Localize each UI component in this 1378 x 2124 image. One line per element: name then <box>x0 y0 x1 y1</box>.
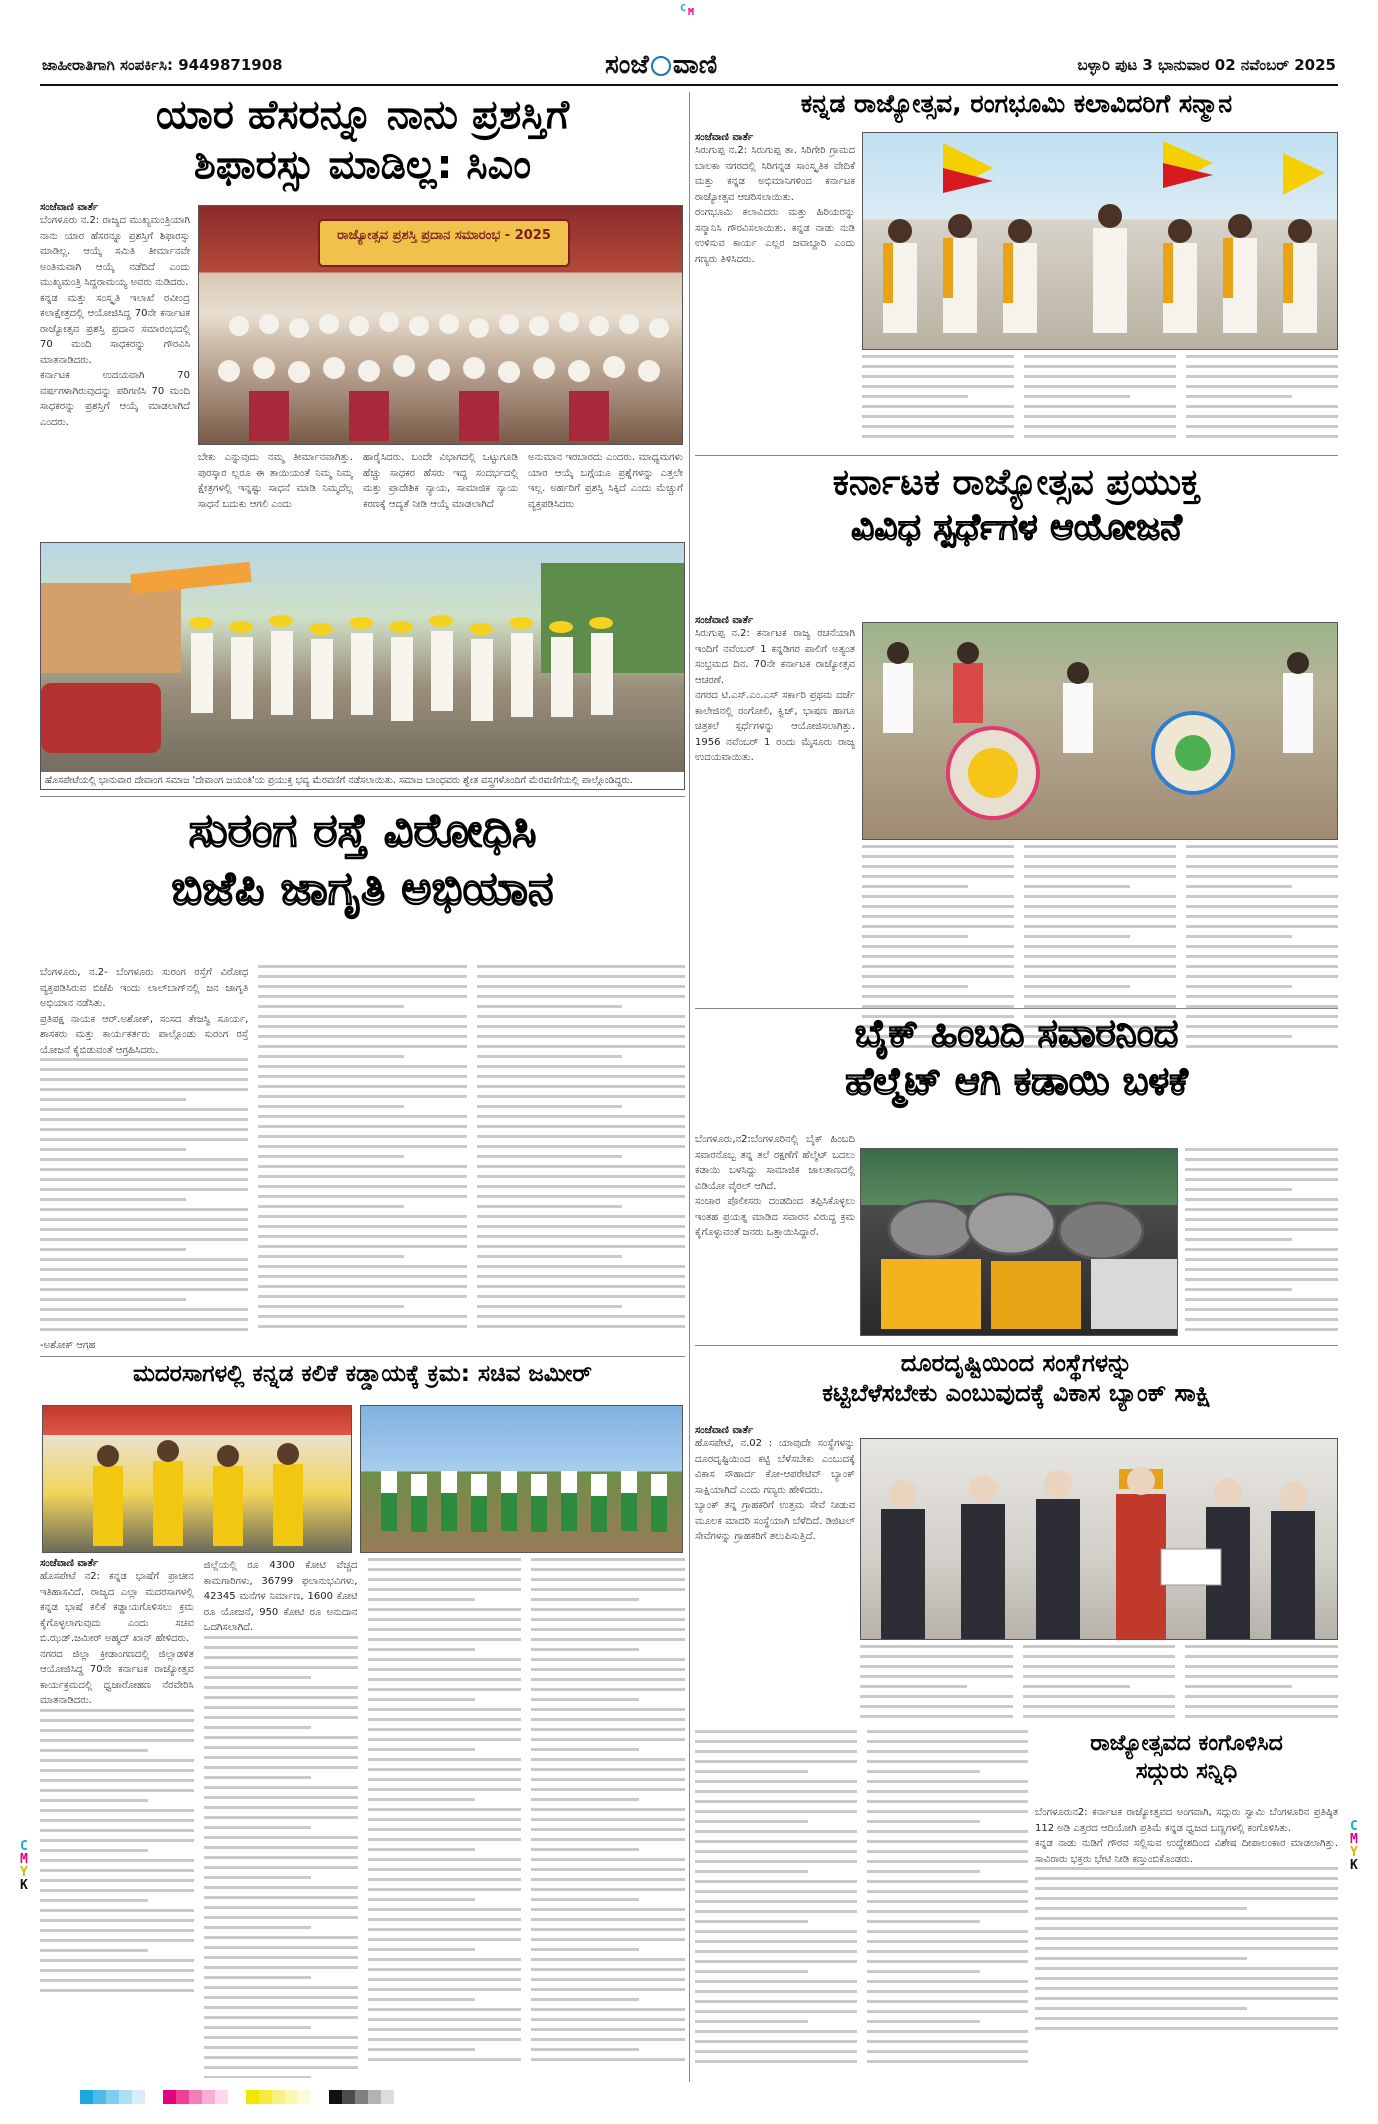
text-lines <box>867 1730 1029 2063</box>
cm-article-continued: ಬೇಕು ಎನ್ನುವುದು ನಮ್ಮ ತೀರ್ಮಾನವಾಗಿತ್ತು. ಪುರಸ್ಕಾರ ಲ್ಲರೂ ಈ ತಾಯಿಯಂತೆ ನಿಮ್ಮ ನಿಮ್ಮ ಕ್ಷೇತ್ರಗಳಲ್ಲಿ ಇನ್ನಷ್ಟು ಸಾಧನೆ ಮಾಡಿ ನಿಮ್ಮದೆಲ್ಲ ಸಾಧನೆ ಬದುಕು ಆಗಲಿ ಎಂದು ಹಾರೈಸಿದರು. ಬಂದೇ ವಿಭಾಗದಲ್ಲಿ ಒಟ್ಟುಗೂಡಿ ಹೆಚ್ಚು ಸಾಧಕರ ಹೆಸರು ಇದ್ದ ಸಂದರ್ಭದಲ್ಲಿ ಮತ್ತು ಪ್ರಾದೇಶಿಕ ನ್ಯಾಯ, ಸಾಮಾಜಿಕ ನ್ಯಾಯ ಕರಣಕ್ಕೆ ಆದ್ಯತೆ ನೀಡಿ ಆಯ್ಕೆ ಮಾಡಲಾಗಿದೆ ಅನುಮಾನ ಇರಬಾರದು ಎಂದರು. ಮಾಧ್ಯಮಗಳು ಯಾರ ಆಯ್ಕೆ ಬಗ್ಗೆಯೂ ಪ್ರಶ್ನೆಗಳನ್ನು ಎತ್ತಲೇ ಇಲ್ಲ. ಅರ್ಹರಿಗೆ ಪ್ರಶಸ್ತಿ ಸಿಕ್ಕಿದೆ ಎಂದು ಮೆಚ್ಚುಗೆ ವ್ಯಕ್ತಪಡಿಸಿದರು <box>198 452 683 510</box>
text-lines <box>40 1058 248 1331</box>
article-signoff: -ಅಶೋಕ್ ಆಗ್ರಹ <box>40 1340 96 1350</box>
cyan-swatches <box>80 2090 145 2104</box>
text-lines <box>40 1709 194 1992</box>
bank-event-photo <box>860 1438 1338 1640</box>
competitions-article-text: ಸಂಜೆವಾಣಿ ವಾರ್ತೆ ಸಿರುಗುಪ್ಪ ನ.2: ಕರ್ನಾಟಕ ರಾಜ್ಯ ರಚನೆಯಾಗಿ ಇಂದಿಗೆ ನವೆಂಬರ್ 1 ಕನ್ನಡಿಗರ ಪಾಲಿಗೆ ಅತ್ಯಂತ ಸಂಭ್ರಮದ ದಿನ. 70ನೇ ಕರ್ನಾಟಕ ರಾಜ್ಯೋತ್ಸವ ಆಚರಣೆ. ನಗರದ ಟಿ.ಎಸ್.ಎಂ.ಎಸ್ ಸರ್ಕಾರಿ ಪ್ರಥಮ ದರ್ಜೆ ಕಾಲೇಜಿನಲ್ಲಿ ರಂಗೋಲಿ, ಕ್ವಿಜ್, ಭಾಷಣ ಹಾಗೂ ಚಿತ್ರಕಲೆ ಸ್ಪರ್ಧೆಗಳನ್ನು ಆಯೋಜಿಸಲಾಗಿತ್ತು. 1956 ನವೆಂಬರ್ 1 ರಂದು ಮೈಸೂರು ರಾಜ್ಯ ಉದಯವಾಯಿತು. <box>695 615 855 763</box>
tunnel-headline: ಸುರಂಗ ರಸ್ತೆ ವಿರೋಧಿಸಿ ಬಿಜೆಪಿ ಜಾಗೃತಿ ಅಭಿಯಾನ <box>171 803 554 915</box>
text-lines <box>1185 1645 1338 1718</box>
text-lines <box>1185 1148 1338 1331</box>
tunnel-article-text: ಬೆಂಗಳೂರು, ನ.2- ಬೆಂಗಳೂರು ಸುರಂಗ ರಸ್ತೆಗೆ ವಿರೋಧ ವ್ಯಕ್ತಪಡಿಸಿರುವ ಬಿಜೆಪಿ ಇಂದು ಲಾಲ್‌ಬಾಗ್‌ನಲ್ಲಿ ಜನ ಜಾಗೃತಿ ಅಭಿಯಾನ ನಡೆಸಿತು. ಪ್ರತಿಪಕ್ಷ ನಾಯಕ ಆರ್.ಅಶೋಕ್, ಸಂಸದ ತೇಜಸ್ವಿ ಸೂರ್ಯ, ಶಾಸಕರು ಮತ್ತು ಕಾರ್ಯಕರ್ತರು ಪಾಲ್ಗೊಂಡು ಸುರಂಗ ರಸ್ತೆ ಯೋಜನೆ ಕೈಬಿಡುವಂತೆ ಆಗ್ರಹಿಸಿದರು. -ಅಶೋಕ್ ಆಗ್ರಹ <box>40 965 685 1350</box>
divider <box>40 796 685 797</box>
top-registration-mark-mk: M <box>688 7 695 18</box>
text-lines <box>531 1558 685 2061</box>
dignitaries-scene <box>43 1406 352 1553</box>
divider <box>695 455 1338 456</box>
stage-banner-text: ರಾಜ್ಯೋತ್ಸವ ಪ್ರಶಸ್ತಿ ಪ್ರದಾನ ಸಮಾರಂಭ - 2025 <box>337 228 551 243</box>
text-lines <box>695 1730 857 2063</box>
column-divider <box>689 92 690 2082</box>
competitions-headline: ಕರ್ನಾಟಕ ರಾಜ್ಯೋತ್ಸವ ಪ್ರಯುಕ್ತ ವಿವಿಧ ಸ್ಪರ್ಧೆಗಳ ಆಯೋಜನೆ <box>832 462 1201 548</box>
felicitation-scene <box>863 133 1338 350</box>
text-lines <box>477 965 685 1328</box>
text-lines <box>368 1558 522 2061</box>
cm-article-text: ಸಂಜೆವಾಣಿ ವಾರ್ತೆ ಬೆಂಗಳೂರು ನ.2: ರಾಜ್ಯದ ಮುಖ್ಯಮಂತ್ರಿಯಾಗಿ ನಾನು ಯಾರ ಹೆಸರನ್ನೂ ಪ್ರಶಸ್ತಿಗೆ ಶಿಫಾರಸ್ಸು ಮಾಡಿಲ್ಲ. ಆಯ್ಕೆ ಸಮಿತಿ ತೀರ್ಮಾನವೇ ಅಂತಿಮವಾಗಿ ಆಯ್ಕೆ ನಡೆದಿದೆ ಎಂದು ಮುಖ್ಯಮಂತ್ರಿ ಸಿದ್ದರಾಮಯ್ಯ ಅವರು ನುಡಿದರು. ಕನ್ನಡ ಮತ್ತು ಸಂಸ್ಕೃತಿ ಇಲಾಖೆ ರವೀಂದ್ರ ಕಲಾಕ್ಷೇತ್ರದಲ್ಲಿ ಆಯೋಜಿಸಿದ್ದ 70ನೇ ಕರ್ನಾಟಕ ರಾಜ್ಯೋತ್ಸವ ಪ್ರಶಸ್ತಿ ಪ್ರದಾನ ಸಮಾರಂಭದಲ್ಲಿ 70 ಮಂದಿ ಸಾಧಕರನ್ನು ಗೌರವಿಸಿ ಮಾತನಾಡಿದರು. ಕರ್ನಾಟಕ ಉದಯವಾಗಿ 70 ವರ್ಷಗಳಾಗಿರುವುದನ್ನು ಪರಿಗಣಿಸಿ 70 ಮಂದಿ ಸಾಧಕರನ್ನು ಪ್ರಶಸ್ತಿಗೆ ಆಯ್ಕೆ ಮಾಡಲಾಗಿದೆ ಎಂದರು. <box>40 202 190 428</box>
bank-article-body <box>695 1730 1028 2075</box>
right-cmyk-mark: C M Y K <box>1350 1819 1358 1873</box>
top-registration-mark: C <box>680 3 687 14</box>
issue-info: ಬಳ್ಳಾರಿ ಪುಟ 3 ಭಾನುವಾರ 02 ನವೆಂಬರ್ 2025 <box>1077 56 1336 74</box>
text-lines <box>1023 1645 1176 1718</box>
bank-event-scene <box>861 1439 1338 1640</box>
yellow-swatches <box>246 2090 311 2104</box>
procession-scene <box>41 543 685 790</box>
text-lines <box>1186 355 1338 438</box>
divider <box>695 1008 1338 1009</box>
bank-article-continued <box>860 1645 1338 1725</box>
rangoli-competition-photo <box>862 622 1338 840</box>
helmet-kadai-photo <box>860 1148 1178 1336</box>
helmet-headline: ಬೈಕ್ ಹಿಂಬದಿ ಸವಾರನಿಂದ ಹೆಲ್ಮೆಟ್ ಆಗಿ ಕಡಾಯಿ ಬಳಕೆ <box>845 1011 1188 1103</box>
award-ceremony-photo <box>198 205 683 445</box>
helmet-article-continued <box>1185 1148 1338 1343</box>
bank-headline: ದೂರದೃಷ್ಟಿಯಿಂದ ಸಂಸ್ಥೆಗಳನ್ನು ಕಟ್ಟಿಬೆಳೆಸಬೇಕು ಎಂಬುವುದಕ್ಕೆ ವಿಕಾಸ ಬ್ಯಾಂಕ್ ಸಾಕ್ಷಿ <box>822 1349 1211 1407</box>
divider <box>40 1356 685 1357</box>
left-cmyk-mark: C M Y K <box>20 1839 28 1893</box>
bank-article-text: ಸಂಜೆವಾಣಿ ವಾರ್ತೆ ಹೊಸಪೇಟೆ, ನ.02 : ಯಾವುದೇ ಸಂಸ್ಥೆಗಳನ್ನು ದೂರದೃಷ್ಟಿಯಿಂದ ಕಟ್ಟಿ ಬೆಳೆಸಬೇಕು ಎಂಬುದಕ್ಕೆ ವಿಕಾಸ ಸೌಹಾರ್ದ ಕೋ-ಆಪರೇಟಿವ್ ಬ್ಯಾಂಕ್ ಸಾಕ್ಷಿಯಾಗಿದೆ ಎಂದು ಗಣ್ಯರು ಹೇಳಿದರು. ಬ್ಯಾಂಕ್ ತನ್ನ ಗ್ರಾಹಕರಿಗೆ ಉತ್ತಮ ಸೇವೆ ನೀಡುವ ಮೂಲಕ ಮಾದರಿ ಸಂಸ್ಥೆಯಾಗಿ ಬೆಳೆದಿದೆ. ಡಿಜಿಟಲ್ ಸೇವೆಗಳನ್ನು ಗ್ರಾಹಕರಿಗೆ ತಲುಪಿಸುತ್ತಿದೆ. <box>695 1425 855 1542</box>
cm-headline: ಯಾರ ಹೆಸರನ್ನೂ ನಾನು ಪ್ರಶಸ್ತಿಗೆ ಶಿಫಾರಸ್ಸು ಮಾಡಿಲ್ಲ: ಸಿಎಂ <box>155 92 570 188</box>
bike-riders-scene <box>861 1149 1178 1336</box>
ad-contact: ಜಾಹೀರಾತಿಗಾಗಿ ಸಂಪರ್ಕಿಸಿ: 9449871908 <box>42 56 283 74</box>
text-lines <box>860 1645 1013 1718</box>
masthead <box>40 50 1338 86</box>
text-lines <box>862 355 1014 438</box>
procession-caption: ಹೊಸಪೇಟೆಯಲ್ಲಿ ಭಾನುವಾರ ದೇವಾಂಗ ಸಮಾಜ 'ದೇವಾಂಗ ಜಯಂತಿ'ಯ ಪ್ರಯುಕ್ತ ಭವ್ಯ ಮೆರವಣಿಗೆ ನಡೆಸಲಾಯಿತು. ಸಮಾಜ ಬಾಂಧವರು ಶ್ವೇತ ವಸ್ತ್ರಗಳೊಂದಿಗೆ ಮೆರವಣಿಗೆಯಲ್ಲಿ ಪಾಲ್ಗೊಂಡಿದ್ದರು. <box>41 772 684 789</box>
madarasa-headline: ಮದರಸಾಗಳಲ್ಲಿ ಕನ್ನಡ ಕಲಿಕೆ ಕಡ್ಡಾಯಕ್ಕೆ ಕ್ರಮ: ಸಚಿವ ಜಮೀರ್ <box>132 1361 593 1387</box>
newspaper-title: ಸಂಜೆ ವಾಣಿ <box>605 50 718 80</box>
logo-icon <box>651 56 671 76</box>
kannada-fest-headline: ಕನ್ನಡ ರಾಜ್ಯೋತ್ಸವ, ರಂಗಭೂಮಿ ಕಲಾವಿದರಿಗೆ ಸನ್ಮಾನ <box>800 89 1233 118</box>
saint-headline: ರಾಜ್ಯೋತ್ಸವದ ಕಂಗೊಳಿಸಿದ ಸದ್ಗುರು ಸನ್ನಿಧಿ <box>1090 1731 1283 1784</box>
black-swatches <box>329 2090 394 2104</box>
helmet-article-text: ಬೆಂಗಳೂರು,ನ2:ಬೆಂಗಳೂರಿನಲ್ಲಿ ಬೈಕ್ ಹಿಂಬದಿ ಸವಾರನೊಬ್ಬ ತನ್ನ ತಲೆ ರಕ್ಷಣೆಗೆ ಹೆಲ್ಮೆಟ್ ಬದಲು ಕಡಾಯಿ ಬಳಸಿದ್ದು ಸಾಮಾಜಿಕ ಜಾಲತಾಣದಲ್ಲಿ ವಿಡಿಯೋ ವೈರಲ್ ಆಗಿದೆ. ಸಂಚಾರ ಪೊಲೀಸರು ದಂಡದಿಂದ ತಪ್ಪಿಸಿಕೊಳ್ಳಲು ಇಂತಹ ಪ್ರಯತ್ನ ಮಾಡಿದ ಸವಾರನ ವಿರುದ್ಧ ಕ್ರಮ ಕೈಗೊಳ್ಳುವಂತೆ ಜನರು ಒತ್ತಾಯಿಸಿದ್ದಾರೆ. <box>695 1134 855 1238</box>
kannada-fest-text: ಸಂಜೆವಾಣಿ ವಾರ್ತೆ ಸಿರುಗುಪ್ಪ ನ.2: ಸಿರುಗುಪ್ಪ ತಾ. ಸಿರಿಗೇರಿ ಗ್ರಾಮದ ಬಾಲಕಾ ನಗರದಲ್ಲಿ ಸಿರಿಗನ್ನಡ ಸಾಂಸ್ಕೃತಿಕ ವೇದಿಕೆ ಮತ್ತು ಕನ್ನಡ ಅಭಿಮಾನಿಗಳಿಂದ ಕರ್ನಾಟಕ ರಾಜ್ಯೋತ್ಸವ ಆಚರಿಸಲಾಯಿತು. ರಂಗಭೂಮಿ ಕಲಾವಿದರು ಮತ್ತು ಹಿರಿಯರನ್ನು ಸನ್ಮಾನಿಸಿ ಗೌರವಿಸಲಾಯಿತು. ಕನ್ನಡ ನಾಡು ನುಡಿ ಉಳಿಸುವ ಕಾರ್ಯ ಎಲ್ಲರ ಜವಾಬ್ದಾರಿ ಎಂದು ಗಣ್ಯರು ತಿಳಿಸಿದರು. <box>695 132 855 265</box>
devanga-procession-photo <box>40 542 685 790</box>
divider <box>695 1345 1338 1346</box>
saint-article-text: ಬೆಂಗಳೂರುನ2: ಕರ್ನಾಟಕ ರಾಜ್ಯೋತ್ಸವದ ಅಂಗವಾಗಿ, ಸದ್ಗುರು ಸ್ವಾಮಿ ಬೆಂಗಳೂರಿನ ಪ್ರತಿಷ್ಠಿತ 112 ಅಡಿ ಎತ್ತರದ ಆದಿಯೋಗಿ ಪ್ರತಿಮೆ ಕನ್ನಡ ಧ್ವಜದ ಬಣ್ಣಗಳಲ್ಲಿ ಕಂಗೊಳಿಸಿತು. ಕನ್ನಡ ನಾಡು ನುಡಿಗೆ ಗೌರವ ಸಲ್ಲಿಸುವ ಉದ್ದೇಶದಿಂದ ವಿಶೇಷ ದೀಪಾಲಂಕಾರ ಮಾಡಲಾಗಿತ್ತು. ಸಾವಿರಾರು ಭಕ್ತರು ಭೇಟಿ ನೀಡಿ ಕಣ್ತುಂಬಿಕೊಂಡರು. <box>1035 1805 1338 2075</box>
text-lines <box>204 1636 358 2079</box>
madarasa-article-text: ಸಂಜೆವಾಣಿ ವಾರ್ತೆ ಹೊಸಪೇಟೆ ನ2: ಕನ್ನಡ ಭಾಷೆಗೆ ಪ್ರಾಚೀನ ಇತಿಹಾಸವಿದೆ. ರಾಜ್ಯದ ಎಲ್ಲಾ ಮದರಸಾಗಳಲ್ಲಿ ಕನ್ನಡ ಭಾಷೆ ಕಲಿಕೆ ಕಡ್ಡಾಯಗೊಳಿಸಲು ಕ್ರಮ ಕೈಗೊಳ್ಳಲಾಗುವುದು ಎಂದು ಸಚಿವ ಬಿ.ಝಡ್.ಜಮೀರ್ ಅಹ್ಮದ್ ಖಾನ್ ಹೇಳಿದರು. ನಗರದ ಜಿಲ್ಲಾ ಕ್ರೀಡಾಂಗಣದಲ್ಲಿ ಜಿಲ್ಲಾಡಳಿತ ಆಯೋಜಿಸಿದ್ದ 70ನೇ ಕರ್ನಾಟಕ ರಾಜ್ಯೋತ್ಸವ ಕಾರ್ಯಕ್ರಮದಲ್ಲಿ ಧ್ವಜಾರೋಹಣ ನೆರವೇರಿಸಿ ಮಾತನಾಡಿದರು. ಜಿಲ್ಲೆಯಲ್ಲಿ ರೂ 4300 ಕೋಟಿ ವೆಚ್ಚದ ಕಾಮಗಾರಿಗಳು, 36799 ಫಲಾನುಭವಿಗಳು, 42345 ಮನೆಗಳ ನಿರ್ಮಾಣ, 1600 ಕೋಟಿ ರೂ ಯೋಜನೆ, 950 ಕೋಟಿ ರೂ ಅನುದಾನ ಒದಗಿಸಲಾಗಿದೆ. <box>40 1558 685 2078</box>
text-lines <box>258 965 466 1328</box>
print-color-bar <box>80 2090 394 2104</box>
magenta-swatches <box>163 2090 228 2104</box>
text-lines <box>1035 1867 1338 2030</box>
flag-hoisting-photo <box>42 1405 352 1553</box>
text-lines <box>1024 355 1176 438</box>
felicitation-photo <box>862 132 1338 350</box>
kannada-fest-continued <box>862 355 1338 450</box>
school-parade-photo <box>360 1405 683 1553</box>
parade-scene <box>361 1406 683 1553</box>
rangoli-scene <box>863 623 1338 840</box>
